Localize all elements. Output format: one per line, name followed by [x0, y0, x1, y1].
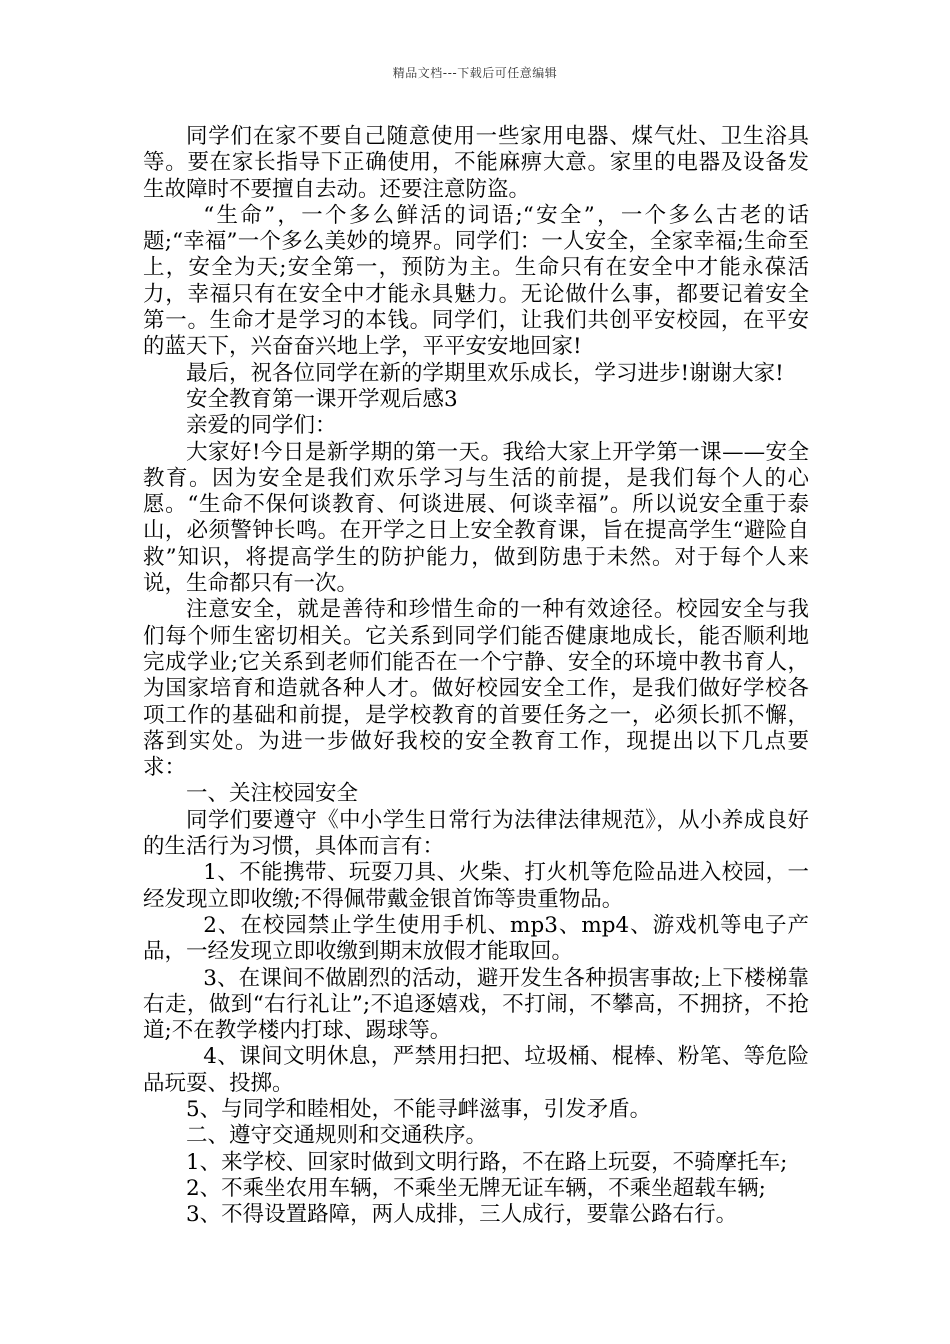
paragraph: 一、关注校园安全: [186, 781, 359, 807]
document-body: [143, 124, 809, 1228]
paragraph: 3、不得设置路障，两人成排，三人成行，要靠公路右行。: [186, 1202, 738, 1228]
page-header: 精品文档---下载后可任意编辑: [392, 66, 558, 80]
paragraph: 5、与同学和睦相处，不能寻衅滋事，引发矛盾。: [186, 1096, 652, 1122]
paragraph: 注意安全，就是善待和珍惜生命的一种有效途径。校园安全与我们每个师生密切相关。它关系到同学们能否健康地成长，能否顺利地完成学业;它关系到老师们能否在一个宁静、安全的环境中教书育人，为国家培育和造就各种人才。做好校园安全工作，是我们做好学校各项工作的基础和前提，是学校教育的首要任务之一，必须长抓不懈，落到实处。为进一步做好我校的安全教育工作，现提出以下几点要求：: [143, 597, 809, 781]
paragraph: 同学们在家不要自己随意使用一些家用电器、煤气灶、卫生浴具等。要在家长指导下正确使用，不能麻痹大意。家里的电器及设备发生故障时不要擅自去动。还要注意防盗。: [143, 124, 809, 202]
paragraph: 2、在校园禁止学生使用手机、mp3、mp4、游戏机等电子产品，一经发现立即收缴到期末放假才能取回。: [143, 912, 809, 965]
paragraph: 4、课间文明休息，严禁用扫把、垃圾桶、棍棒、粉笔、等危险品玩耍、投掷。: [143, 1044, 809, 1096]
paragraph: 大家好!今日是新学期的第一天。我给大家上开学第一课——安全教育。因为安全是我们欢乐学习与生活的前提，是我们每个人的心愿。“生命不保何谈教育、何谈进展、何谈幸福”。所以说安全重于泰山，必须警钟长鸣。在开学之日上安全教育课，旨在提高学生“避险自救”知识，将提高学生的防护能力，做到防患于未然。对于每个人来说，生命都只有一次。: [143, 439, 809, 597]
paragraph: 二、遵守交通规则和交通秩序。: [186, 1123, 488, 1149]
paragraph: 3、在课间不做剧烈的活动，避开发生各种损害事故;上下楼梯靠右走，做到“右行礼让”;不追逐嬉戏，不打闹，不攀高，不拥挤，不抢道;不在教学楼内打球、踢球等。: [143, 965, 809, 1044]
paragraph: 安全教育第一课开学观后感3: [186, 386, 458, 412]
paragraph: 亲爱的同学们：: [186, 413, 337, 439]
paragraph: 1、来学校、回家时做到文明行路，不在路上玩耍，不骑摩托车;: [186, 1149, 788, 1175]
paragraph: 最后，祝各位同学在新的学期里欢乐成长，学习进步!谢谢大家!: [186, 360, 784, 386]
paragraph: 2、不乘坐农用车辆，不乘坐无牌无证车辆，不乘坐超载车辆;: [186, 1175, 766, 1201]
paragraph: “生命”，一个多么鲜活的词语;“安全”，一个多么古老的话题;“幸福”一个多么美妙的境界。同学们：一人安全，全家幸福;生命至上，安全为天;安全第一，预防为主。生命只有在安全中才能永葆活力，幸福只有在安全中才能永具魅力。无论做什么事，都要记着安全第一。生命才是学习的本钱。同学们，让我们共创平安校园，在平安的蓝天下，兴奋奋兴地上学，平平安安地回家!: [143, 202, 809, 360]
paragraph: 同学们要遵守《中小学生日常行为法律法律规范》，从小养成良好的生活行为习惯，具体而言有：: [143, 807, 809, 860]
paragraph: 1、不能携带、玩耍刀具、火柴、打火机等危险品进入校园，一经发现立即收缴;不得佩带戴金银首饰等贵重物品。: [143, 860, 809, 912]
